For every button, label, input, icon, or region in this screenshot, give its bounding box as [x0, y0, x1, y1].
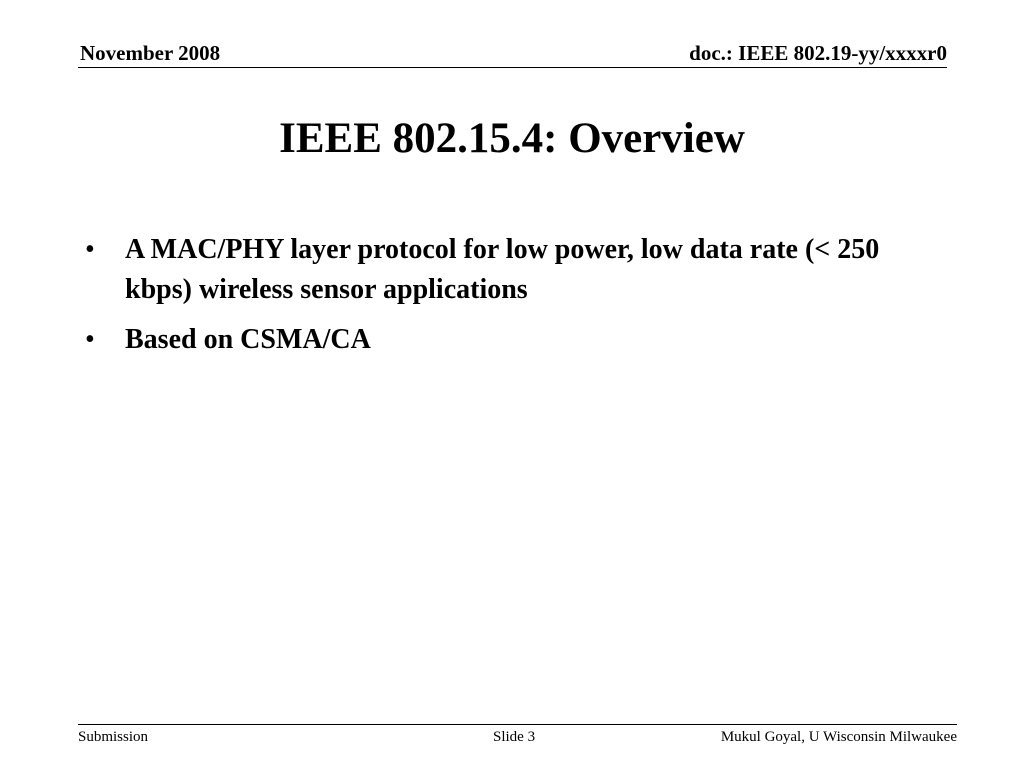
- bullet-item: [85, 230, 925, 310]
- footer-submission: Submission: [78, 729, 149, 745]
- bullet-list: [85, 230, 925, 370]
- slide-title: IEEE 802.15.4: Overview: [279, 115, 745, 162]
- bullet-text: Based on CSMA/CA: [125, 324, 371, 355]
- bullet-text: A MAC/PHY layer protocol for low power, low data rate (< 250 kbps) wireless sensor applications: [125, 234, 880, 305]
- bullet-marker: •: [85, 324, 95, 355]
- header-doc-id: doc.: IEEE 802.19-yy/xxxxr0: [689, 41, 947, 65]
- header-date: November 2008: [80, 41, 221, 65]
- footer-slide-number: Slide 3: [493, 729, 536, 745]
- bullet-item: [85, 320, 925, 360]
- footer-divider: [78, 724, 957, 725]
- footer-author: Mukul Goyal, U Wisconsin Milwaukee: [720, 729, 957, 745]
- header-divider: [78, 67, 947, 68]
- bullet-marker: •: [85, 234, 95, 265]
